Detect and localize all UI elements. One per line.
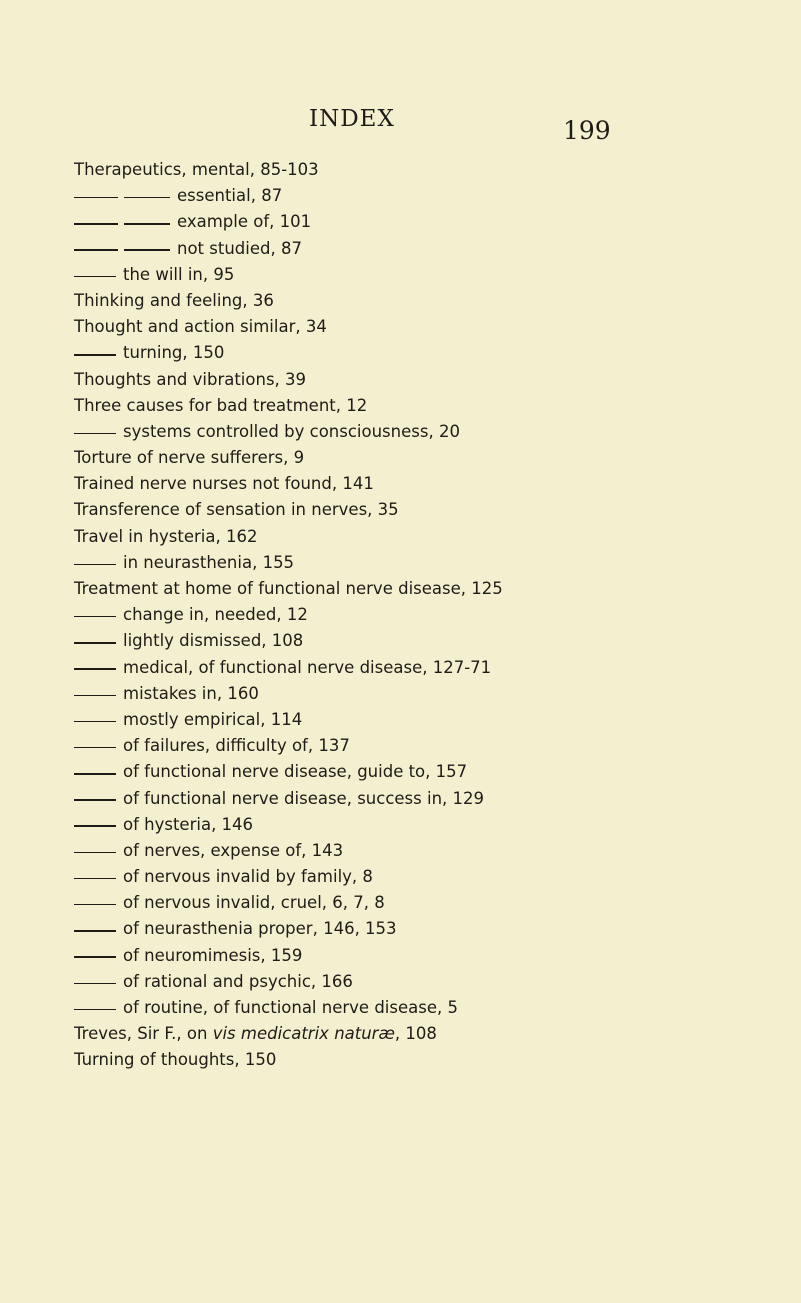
index-entries [74, 157, 801, 1074]
latin-phrase: vis medicatrix naturæ [212, 1024, 395, 1044]
index-subentry: turning, 150 [74, 340, 801, 366]
ditto-dash [74, 433, 116, 434]
ditto-dash [74, 825, 116, 826]
ditto-dash [74, 773, 116, 774]
ditto-dash [74, 983, 116, 984]
index-subentry: mostly empirical, 114 [74, 707, 801, 733]
index-entry: Thoughts and vibrations, 39 [74, 369, 307, 389]
ditto-dash [74, 721, 116, 722]
ditto-dash [74, 695, 116, 696]
index-subentry: of nervous invalid by family, 8 [74, 864, 801, 890]
index-entry: Torture of nerve sufferers, 9 [74, 448, 305, 468]
ditto-dash [74, 852, 116, 853]
index-subentry: of neuromimesis, 159 [74, 943, 801, 969]
index-entry: Thinking and feeling, 36 [74, 290, 274, 310]
index-entry: Transference of sensation in nerves, 35 [74, 500, 399, 520]
index-subentry: of functional nerve disease, success in, 129 [74, 786, 801, 812]
ditto-dash [74, 223, 118, 224]
ditto-dash [74, 354, 116, 355]
index-subentry: mistakes in, 160 [74, 681, 801, 707]
index-entry: Travel in hysteria, 162 [74, 526, 258, 546]
ditto-dash [74, 1009, 116, 1010]
ditto-dash [74, 616, 116, 617]
index-subentry: medical, of functional nerve disease, 127-71 [74, 655, 801, 681]
index-subentry: lightly dismissed, 108 [74, 628, 801, 654]
ditto-dash [74, 249, 118, 250]
index-entry: Trained nerve nurses not found, 141 [74, 474, 374, 494]
index-entry: Three causes for bad treatment, 12 [74, 395, 368, 415]
index-subentry: of hysteria, 146 [74, 812, 801, 838]
page-number: 199 [563, 116, 611, 145]
ditto-dash [74, 930, 116, 931]
ditto-dash [74, 799, 116, 800]
index-subentry: of failures, difficulty of, 137 [74, 733, 801, 759]
ditto-dash [124, 223, 170, 224]
index-subentry: example of, 101 [74, 209, 801, 235]
ditto-dash [74, 747, 116, 748]
ditto-dash [74, 878, 116, 879]
ditto-dash [74, 564, 116, 565]
index-subentry: of neurasthenia proper, 146, 153 [74, 916, 801, 942]
ditto-dash [74, 956, 116, 957]
index-entry: Thought and action similar, 34 [74, 317, 327, 337]
index-entry: Therapeutics, mental, 85-103 [74, 160, 319, 179]
ditto-dash [74, 904, 116, 905]
index-entry: Treves, Sir F., on vis medicatrix naturæ, 108 [74, 1024, 437, 1044]
index-subentry: not studied, 87 [74, 236, 801, 262]
ditto-dash [124, 249, 170, 250]
index-subentry: change in, needed, 12 [74, 602, 801, 628]
ditto-dash [74, 668, 116, 669]
index-subentry: the will in, 95 [74, 262, 801, 288]
index-subentry: essential, 87 [74, 183, 801, 209]
index-subentry: systems controlled by consciousness, 20 [74, 419, 801, 445]
ditto-dash [74, 197, 118, 198]
index-subentry: of routine, of functional nerve disease, 5 [74, 995, 801, 1021]
index-subentry: of rational and psychic, 166 [74, 969, 801, 995]
index-subentry: of nervous invalid, cruel, 6, 7, 8 [74, 890, 801, 916]
index-entry: Turning of thoughts, 150 [74, 1050, 277, 1070]
ditto-dash [74, 642, 116, 643]
index-subentry: in neurasthenia, 155 [74, 550, 801, 576]
ditto-dash [74, 276, 116, 277]
index-subentry: of functional nerve disease, guide to, 157 [74, 759, 801, 785]
running-head: INDEX [309, 106, 395, 132]
ditto-dash [124, 197, 170, 198]
index-subentry: of nerves, expense of, 143 [74, 838, 801, 864]
index-entry: Treatment at home of functional nerve disease, 125 [74, 579, 503, 598]
